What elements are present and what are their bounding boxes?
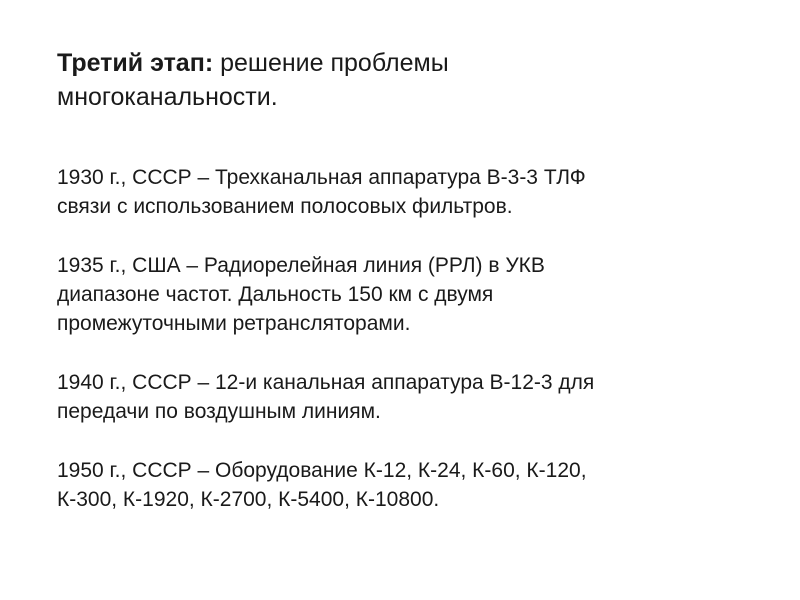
title-bold: Третий этап: [57,49,214,77]
entry-first-line: 1940 г., СССР – 12-и канальная аппаратура В-12-3 для [57,371,595,394]
entry-continuation: диапазоне частот. Дальность 150 км с двумя [57,283,494,306]
entry-continuation: промежуточными ретрансляторами. [57,312,411,335]
title-rest: решение проблемы [213,49,449,77]
entry-first-line: 1930 г., СССР – Трехканальная аппаратура В-3-3 ТЛФ [57,166,586,189]
timeline-entry-1930 [57,163,777,221]
timeline-entry-1935 [57,251,777,338]
entry-first-line: 1935 г., США – Радиорелейная линия (РРЛ) в УКВ [57,254,545,277]
entry-first-line: 1950 г., СССР – Оборудование К-12, К-24, К-60, К-120, [57,459,587,482]
timeline-entry-1940 [57,368,777,426]
entry-continuation: связи с использованием полосовых фильтров. [57,195,513,218]
entry-continuation: К-300, К-1920, К-2700, К-5400, К-10800. [57,488,440,511]
timeline-list [57,163,777,544]
entry-continuation: передачи по воздушным линиям. [57,400,381,423]
slide-title [57,46,757,114]
timeline-entry-1950 [57,456,777,514]
title-line2: многоканальности. [57,83,278,111]
